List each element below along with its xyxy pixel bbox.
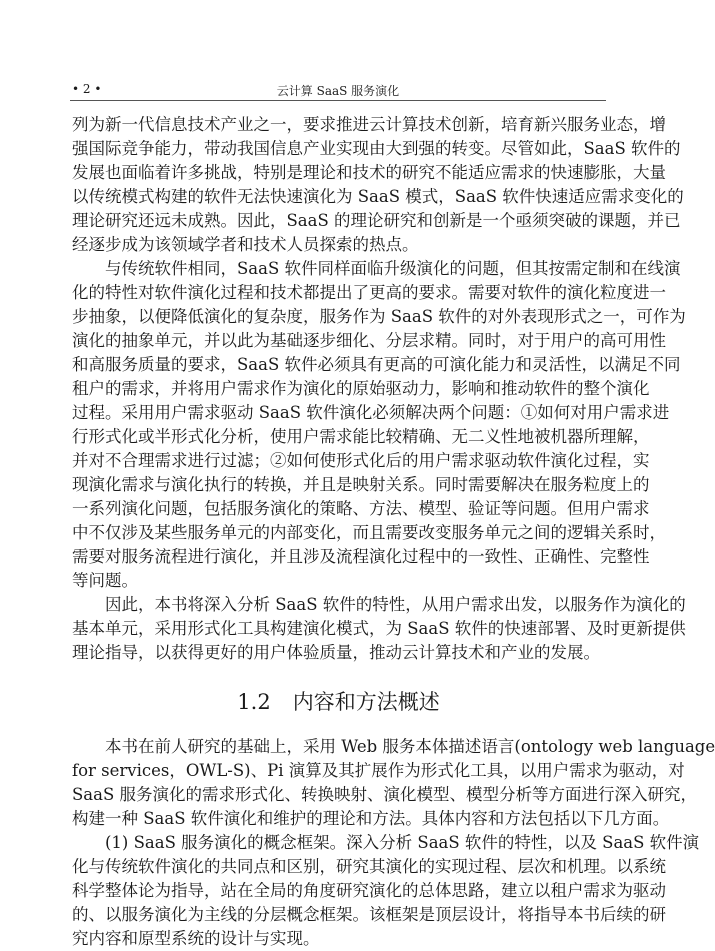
- paragraph: [72, 257, 686, 593]
- text-line: 演化的抽象单元，并以此为基础逐步细化、分层求精。同时，对于用户的高可用性: [72, 331, 666, 350]
- text-line: 化的特性对软件演化过程和技术都提出了更高的要求。需要对软件的演化粒度进一: [72, 283, 666, 302]
- paragraph: [72, 735, 715, 831]
- page-number: • 2 •: [72, 82, 102, 96]
- text-line: 科学整体论为指导，站在全局的角度研究演化的总体思路，建立以租户需求为驱动: [72, 881, 666, 900]
- text-line: 行形式化或半形式化分析，使用户需求能比较精确、无二义性地被机器所理解，: [72, 427, 650, 446]
- text-line: 究内容和原型系统的设计与实现。: [72, 929, 320, 948]
- text-line: 的、以服务演化为主线的分层概念框架。该框架是顶层设计，将指导本书后续的研: [72, 905, 666, 924]
- text-line: 等问题。: [72, 571, 138, 590]
- text-line: 并对不合理需求进行过滤；②如何使形式化后的用户需求驱动软件演化过程，实: [72, 451, 650, 470]
- page-body: [72, 113, 715, 951]
- text-line: 以传统模式构建的软件无法快速演化为 SaaS 模式，SaaS 软件快速适应需求变化的: [72, 187, 684, 206]
- text-line: 因此，本书将深入分析 SaaS 软件的特性，从用户需求出发，以服务作为演化的: [105, 595, 686, 614]
- text-line: 化与传统软件演化的共同点和区别，研究其演化的实现过程、层次和机理。以系统: [72, 857, 666, 876]
- paragraph: [72, 593, 686, 665]
- text-line: 强国际竞争能力，带动我国信息产业实现由大到强的转变。尽管如此，SaaS 软件的: [72, 139, 681, 158]
- text-line: 和高服务质量的要求，SaaS 软件必须具有更高的可演化能力和灵活性，以满足不同: [72, 355, 681, 374]
- text-line: 构建一种 SaaS 软件演化和维护的理论和方法。具体内容和方法包括以下几方面。: [72, 809, 670, 828]
- text-line: 需要对服务流程进行演化，并且涉及流程演化过程中的一致性、正确性、完整性: [72, 547, 650, 566]
- text-line: 过程。采用用户需求驱动 SaaS 软件演化必须解决两个问题：①如何对用户需求进: [72, 403, 670, 422]
- text-line: 中不仅涉及某些服务单元的内部变化，而且需要改变服务单元之间的逻辑关系时，: [72, 523, 666, 542]
- running-title: 云计算 SaaS 服务演化: [276, 84, 400, 98]
- text-line: 发展也面临着许多挑战，特别是理论和技术的研究不能适应需求的快速膨胀，大量: [72, 163, 666, 182]
- text-line: 步抽象，以便降低演化的复杂度，服务作为 SaaS 软件的对外表现形式之一，可作为: [72, 307, 686, 326]
- text-line: 一系列演化问题，包括服务演化的策略、方法、模型、验证等问题。但用户需求: [72, 499, 650, 518]
- text-line: 理论指导，以获得更好的用户体验质量，推动云计算技术和产业的发展。: [72, 643, 600, 662]
- paragraph: [72, 831, 700, 951]
- text-line: 租户的需求，并将用户需求作为演化的原始驱动力，影响和推动软件的整个演化: [72, 379, 650, 398]
- section-number: 1.2: [237, 690, 271, 714]
- text-line: 现演化需求与演化执行的转换，并且是映射关系。同时需要解决在服务粒度上的: [72, 475, 650, 494]
- text-line: 与传统软件相同，SaaS 软件同样面临升级演化的问题，但其按需定制和在线演: [105, 259, 681, 278]
- text-line: 基本单元，采用形式化工具构建演化模式，为 SaaS 软件的快速部署、及时更新提供: [72, 619, 686, 638]
- text-line: 理论研究还远未成熟。因此，SaaS 的理论研究和创新是一个亟须突破的课题，并已: [72, 211, 681, 230]
- section-title: 内容和方法概述: [292, 690, 440, 714]
- text-line: (1) SaaS 服务演化的概念框架。深入分析 SaaS 软件的特性，以及 SaaS 软件演: [105, 833, 700, 852]
- text-line: 本书在前人研究的基础上，采用 Web 服务本体描述语言(ontology web language: [105, 737, 715, 756]
- text-line: SaaS 服务演化的需求形式化、转换映射、演化模型、模型分析等方面进行深入研究，: [72, 785, 698, 804]
- paragraph: [72, 113, 684, 257]
- section-heading: [72, 671, 605, 733]
- text-line: 列为新一代信息技术产业之一，要求推进云计算技术创新，培育新兴服务业态，增: [72, 115, 666, 134]
- text-line: for services，OWL-S)、Pi 演算及其扩展作为形式化工具，以用户需求为驱动，对: [72, 761, 685, 780]
- page-header: [70, 80, 606, 101]
- text-line: 经逐步成为该领域学者和技术人员探索的热点。: [72, 235, 419, 254]
